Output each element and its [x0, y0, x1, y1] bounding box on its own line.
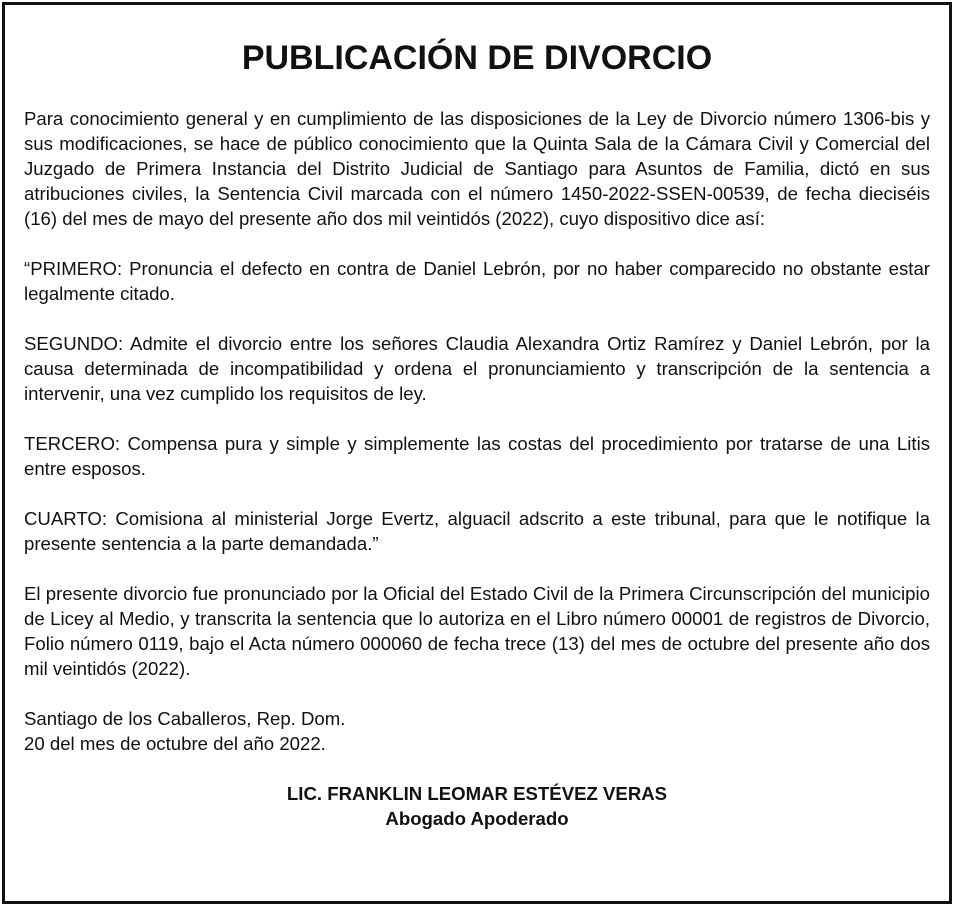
signer-name: LIC. FRANKLIN LEOMAR ESTÉVEZ VERAS [286, 783, 668, 804]
signature-block [24, 781, 930, 831]
notice-border [2, 2, 952, 904]
signer-role: Abogado Apoderado [385, 808, 569, 829]
date-line: 20 del mes de octubre del año 2022. [24, 733, 326, 754]
second-clause-paragraph: SEGUNDO: Admite el divorcio entre los señores Claudia Alexandra Ortiz Ramírez y Daniel Lebrón, por la causa determinada de incompatibilidad y ordena el pronunciamiento y transcripción de la sentencia a intervenir, una vez cumplido los requisitos de ley. [24, 333, 930, 404]
first-clause-paragraph: “PRIMERO: Pronuncia el defecto en contra de Daniel Lebrón, por no haber comparecido no obstante estar legalmente citado. [24, 258, 930, 304]
registration-paragraph: El presente divorcio fue pronunciado por la Oficial del Estado Civil de la Primera Circunscripción del municipio de Licey al Medio, y transcrita la sentencia que lo autoriza en el Libro número 00001 de registros de Divorcio, Folio número 0119, bajo el Acta número 000060 de fecha trece (13) del mes de octubre del presente año dos mil veintidós (2022). [24, 583, 930, 679]
intro-paragraph: Para conocimiento general y en cumplimiento de las disposiciones de la Ley de Divorcio número 1306-bis y sus modificaciones, se hace de público conocimiento que la Quinta Sala de la Cámara Civil y Comercial del Juzgado de Primera Instancia del Distrito Judicial de Santiago para Asuntos de Familia, dictó en sus atribuciones civiles, la Sentencia Civil marcada con el número 1450-2022-SSEN-00539, de fecha dieciséis (16) del mes de mayo del presente año dos mil veintidós (2022), cuyo dispositivo dice así: [24, 108, 930, 229]
place-and-date [24, 706, 930, 756]
third-clause-paragraph: TERCERO: Compensa pura y simple y simplemente las costas del procedimiento por tratarse de una Litis entre esposos. [24, 433, 930, 479]
notice-title: PUBLICACIÓN DE DIVORCIO [241, 39, 713, 77]
notice-body [24, 106, 930, 831]
fourth-clause-paragraph: CUARTO: Comisiona al ministerial Jorge Evertz, alguacil adscrito a este tribunal, para que le notifique la presente sentencia a la parte demandada.” [24, 508, 930, 554]
place-line: Santiago de los Caballeros, Rep. Dom. [24, 708, 346, 729]
